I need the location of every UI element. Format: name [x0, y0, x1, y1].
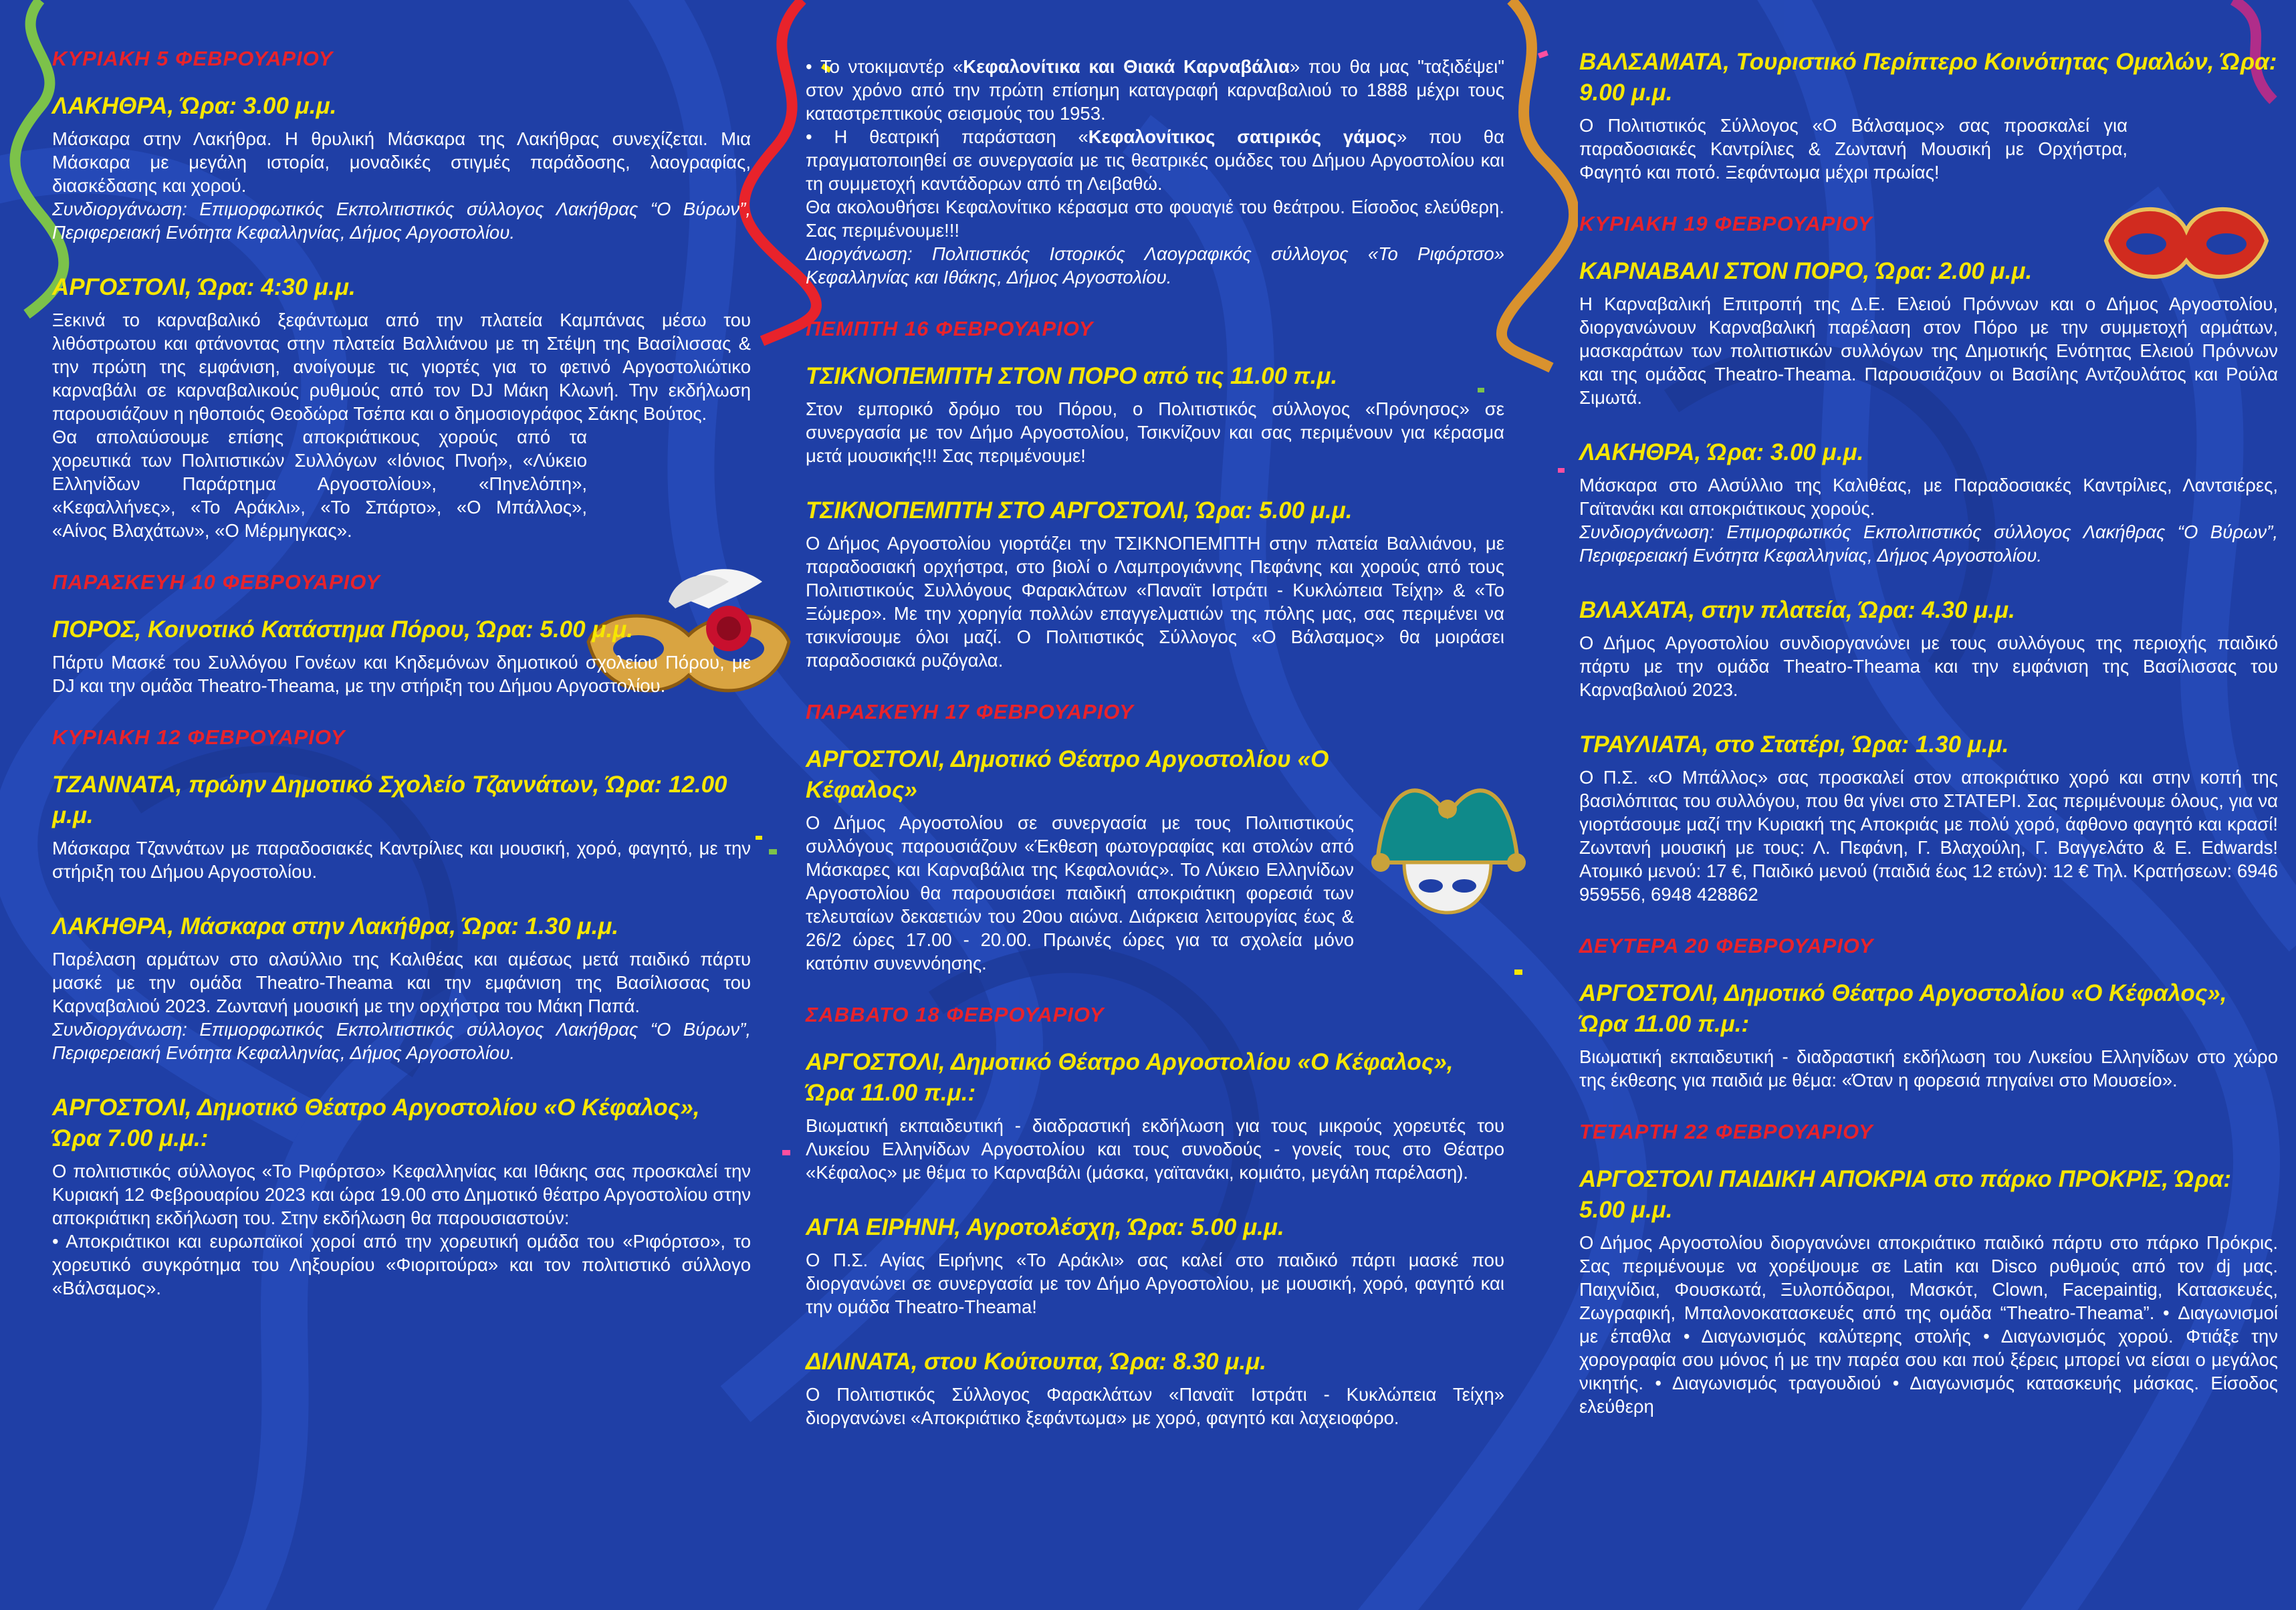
day-heading: ΠΕΜΠΤΗ 16 ΦΕΒΡΟΥΑΡΙΟΥ: [806, 317, 1094, 340]
bullet-text: » που θα πραγματοποιηθεί σε συνεργασία με τις θεατρικές ομάδες του Δήμου Αργοστολίου και τη συμμετοχή καντάδορων από τη Λειβαθώ.: [806, 126, 1505, 194]
column-3: [1579, 47, 2278, 1446]
event-organizers: Διοργάνωση: Πολιτιστικός Ιστορικός Λαογραφικός σύλλογος «Το Ριφόρτσο» Κεφαλληνίας και Ιθάκης, Δήμος Αργοστολίου.: [806, 243, 1504, 288]
event-heading: ΤΣΙΚΝΟΠΕΜΠΤΗ ΣΤΟΝ ΠΟΡΟ από τις 11.00 π.μ.: [806, 363, 1338, 389]
column-1: [52, 47, 751, 1328]
day-heading: ΚΥΡΙΑΚΗ 12 ΦΕΒΡΟΥΑΡΙΟΥ: [52, 725, 346, 749]
bullet-text: • Η θεατρική παράσταση «: [806, 126, 1088, 147]
event-text: Ο Πολιτιστικός Σύλλογος Φαρακλάτων «Παναϊτ Ιστράτι - Κυκλώπεια Τείχη» διοργανώνει «Αποκριάτικο ξεφάντωμα» με χορό, φαγητό και λαχειοφόρο.: [806, 1384, 1504, 1428]
event-heading: ΤΡΑΥΛΙΑΤΑ, στο Στατέρι, Ώρα: 1.30 μ.μ.: [1579, 731, 2009, 758]
event-heading: ΛΑΚΗΘΡΑ, Μάσκαρα στην Λακήθρα, Ώρα: 1.30 μ.μ.: [52, 913, 619, 939]
event-lakithra-sun12: [52, 911, 751, 1064]
event-text: Ο Π.Σ. Αγίας Ειρήνης «Το Αράκλι» σας καλεί στο παιδικό πάρτι μασκέ που διοργανώνει σε συνεργασία με τον Δήμο Αργοστολίου, με μουσική, χορό, φαγητό και την ομάδα Theatro-Theama!: [806, 1250, 1504, 1317]
event-tzannata-sun12: [52, 725, 751, 883]
day-heading: ΚΥΡΙΑΚΗ 5 ΦΕΒΡΟΥΑΡΙΟΥ: [52, 47, 334, 70]
event-valsamata-sat18: [1579, 47, 2278, 184]
bullet-text: • Το ντοκιμαντέρ «: [806, 56, 963, 77]
event-text: Θα απολαύσουμε επίσης αποκριάτικους χορούς από τα χορευτικά των Πολιτιστικών Συλλόγων «Ιόνιος Πνοή», «Λύκειο Ελληνίδων Παράρτημα Αργοστολίου», «Πηνελόπη», «Κεφαλλήνες», «Το Αράκλι», «Το Σπάρτο», «Ο Μπάλλος», «Αίνος Βλαχάτων», «Ο Μέρμηγκας».: [52, 427, 587, 541]
event-organizers: Συνδιοργάνωση: Επιμορφωτικός Εκπολιτιστικός σύλλογος Λακήθρας “Ο Βύρων”, Περιφερειακή Ενότητα Κεφαλληνίας, Δήμος Αργοστολίου.: [52, 1019, 751, 1063]
event-text: Ο Δήμος Αργοστολίου συνδιοργανώνει με τους συλλόγους της περιοχής παιδικό πάρτυ με την ομάδα Theatro-Theama και την εμφάνιση της Βασίλισσας του Καρναβαλιού 2023.: [1579, 632, 2278, 700]
event-text: Βιωματική εκπαιδευτική - διαδραστική εκδήλωση για τους μικρούς χορευτές του Λυκείου Ελληνίδων Αργοστολίου και τους συνοδούς - γονείς τους στο Θέατρο «Κέφαλος» με θέμα το Καρναβάλι (μάσκα, γαϊτανάκι, κομιάτο, μεγάλη παρέλαση).: [806, 1115, 1504, 1183]
event-heading: ΚΑΡΝΑΒΑΛΙ ΣΤΟΝ ΠΟΡΟ, Ώρα: 2.00 μ.μ.: [1579, 258, 2033, 284]
documentary-title: Κεφαλονίτικα και Θιακά Καρναβάλια: [963, 56, 1290, 77]
day-heading: ΔΕΥΤΕΡΑ 20 ΦΕΒΡΟΥΑΡΙΟΥ: [1579, 934, 1874, 957]
bullet-text: » που θα μας "ταξιδέψει" στον χρόνο από την πρώτη επίσημη καταγραφή καρναβαλιού το 1888 μέχρι τους καταστρεπτικούς σεισμούς του 1953.: [806, 56, 1505, 124]
event-argostoli-sat18: [806, 1003, 1504, 1184]
play-title: Κεφαλονίτικος σατιρικός γάμος: [1088, 126, 1397, 147]
event-argostoli-wed22: [1579, 1120, 2278, 1418]
event-heading: ΛΑΚΗΘΡΑ, Ώρα: 3.00 μ.μ.: [52, 93, 337, 119]
event-text: Ξεκινά το καρναβαλικό ξεφάντωμα από την πλατεία Καμπάνας μέσω του λιθόστρωτου και φτάνοντας στην πλατεία Βαλλιάνου με τη Στέψη της Βασίλισσας & την πρώτη της εμφάνιση, ανοίγουμε τις γιορτές για το φετινό Αργοστολιώτικο καρναβάλι σε καρναβαλικούς ρυθμούς από τον DJ Μάκη Κλωνή. Την εκδήλωση παρουσιάζουν η ηθοποιός Θεοδώρα Τσέπα και ο δημοσιογράφος Σάκης Βούτος.: [52, 310, 751, 424]
event-text: Στον εμπορικό δρόμο του Πόρου, ο Πολιτιστικός σύλλογος «Πρόνησος» σε συνεργασία με τον Δήμο Αργοστολίου, Τσικνίζουν και σας περιμένουν για κέρασμα μετά μουσικής!!! Σας περιμένουμε!: [806, 398, 1504, 466]
event-heading: ΔΙΛΙΝΑΤΑ, στου Κούτουπα, Ώρα: 8.30 μ.μ.: [806, 1349, 1267, 1375]
event-theatre-continued: [806, 55, 1504, 289]
event-poros-sun19: [1579, 212, 2278, 409]
event-bullet: [806, 55, 1504, 125]
event-heading: ΑΡΓΟΣΤΟΛΙ, Δημοτικό Θέατρο Αργοστολίου «Ο Κέφαλος», Ώρα 11.00 π.μ.:: [806, 1049, 1454, 1106]
event-lakithra-sun5: [52, 47, 751, 244]
event-heading: ΤΖΑΝΝΑΤΑ, πρώην Δημοτικό Σχολείο Τζαννάτων, Ώρα: 12.00 μ.μ.: [52, 772, 727, 828]
event-text: Θα ακολουθήσει Κεφαλονίτικο κέρασμα στο φουαγιέ του θεάτρου. Είσοδος ελεύθερη. Σας περιμένουμε!!!: [806, 197, 1504, 241]
event-text: Βιωματική εκπαιδευτική - διαδραστική εκδήλωση του Λυκείου Ελληνίδων στο χώρο της έκθεσης για παιδιά με θέμα: «Όταν η φορεσιά πηγαίνει στο Μουσείο».: [1579, 1046, 2278, 1090]
event-vlachata-sun19: [1579, 595, 2278, 701]
event-argostoli-mon20: [1579, 934, 2278, 1092]
event-bullet: [806, 125, 1504, 195]
day-heading: ΚΥΡΙΑΚΗ 19 ΦΕΒΡΟΥΑΡΙΟΥ: [1579, 212, 1873, 235]
event-organizers: Συνδιοργάνωση: Επιμορφωτικός Εκπολιτιστικός σύλλογος Λακήθρας “Ο Βύρων”, Περιφερειακή Ενότητα Κεφαλληνίας, Δήμος Αργοστολίου.: [52, 199, 751, 243]
event-text: Η Καρναβαλική Επιτροπή της Δ.Ε. Ελειού Πρόννων και ο Δήμος Αργοστολίου, διοργανώνουν Καρναβαλική παρέλαση στον Πόρο με την συμμετοχή αρμάτων, μασκαράτων των πολιτιστικών συλλόγων της Δημοτικής Ενότητας Ελειού Πρόννων και της ομάδας Theatro-Theama. Παρουσιάζουν οι Βασίλης Αντζουλάτος και Ρούλα Σιμωτά.: [1579, 294, 2278, 408]
event-argostoli-thu16: [806, 495, 1504, 672]
event-heading: ΑΡΓΟΣΤΟΛΙ, Δημοτικό Θέατρο Αργοστολίου «Ο Κέφαλος»: [806, 746, 1329, 803]
event-text: Ο Δήμος Αργοστολίου σε συνεργασία με τους Πολιτιστικούς συλλόγους παρουσιάζουν «Έκθεση φωτογραφίας και στολών από Μάσκαρες και Καρναβάλια της Κεφαλονιάς». Το Λύκειο Ελληνίδων Αργοστολίου θα παρουσιάσει παιδική αποκριάτικη φορεσιά των τελευταίων δεκαετιών του 20ου αιώνα. Διάρκεια λειτουργίας έως & 26/2 ώρες 17.00 - 20.00. Πρωινές ώρες για τα σχολεία μόνο κατόπιν συνεννόησης.: [806, 812, 1354, 973]
day-heading: ΣΑΒΒΑΤΟ 18 ΦΕΒΡΟΥΑΡΙΟΥ: [806, 1003, 1105, 1026]
event-text: Ο Δήμος Αργοστολίου διοργανώνει αποκριάτικο παιδικό πάρτυ στο πάρκο Πρόκρις. Σας περιμένουμε να χορέψουμε σε Latin και Disco ρυθμούς από τον dj μας. Παιχνίδια, Φουσκωτά, Ξυλοπόδαροι, Μασκότ, Clown, Facepaintig, Κατασκευές, Ζωγραφική, Μπαλονοκατασκευές από της ομάδα “Theatro-Theama”. • Διαγωνισμοί με έπαθλα • Διαγωνισμός καλύτερης στολής • Διαγωνισμός χορού. Φτιάξε την χορογραφία σου μόνος ή με την παρέα σου και πού ξέρεις μπορεί να είσαι ο μεγάλος νικητής. • Διαγωνισμός τραγουδιού • Διαγωνισμός κατασκευής μάσκας. Είσοδος ελεύθερη: [1579, 1232, 2278, 1417]
day-heading: ΠΑΡΑΣΚΕΥΗ 17 ΦΕΒΡΟΥΑΡΙΟΥ: [806, 700, 1134, 723]
event-text: Ο πολιτιστικός σύλλογος «Το Ριφόρτσο» Κεφαλληνίας και Ιθάκης σας προσκαλεί την Κυριακή 12 Φεβρουαρίου 2023 και ώρα 19.00 στο Δημοτικό θέατρο Αργοστολίου στην αποκριάτικη εκδήλωση του. Στην εκδήλωση θα παρουσιαστούν:: [52, 1161, 751, 1228]
event-argostoli-theatre-sun12: [52, 1092, 751, 1300]
event-heading: ΤΣΙΚΝΟΠΕΜΠΤΗ ΣΤΟ ΑΡΓΟΣΤΟΛΙ, Ώρα: 5.00 μ.μ.: [806, 497, 1353, 524]
day-heading: ΤΕΤΑΡΤΗ 22 ΦΕΒΡΟΥΑΡΙΟΥ: [1579, 1120, 1873, 1143]
event-text: Ο Δήμος Αργοστολίου γιορτάζει την ΤΣΙΚΝΟΠΕΜΠΤΗ στην πλατεία Βαλλιάνου, με παραδοσιακή ορχήστρα, στο βιολί ο Λαμπρογιάννης Πεφάνης και χορούς από τους Πολιτιστικούς Συλλόγους Φαρακλάτων «Παναϊτ Ιστράτι - Κυκλώπεια Τείχη» & «Το Ξώμερο». Με την χορηγία πολλών επαγγελματιών της πόλης μας, σας περιμένει να τσικνίσουμε όλοι μαζί. Ο Πολιτιστικός Σύλλογος «Ο Βάλσαμος» θα μοιράσει παραδοσιακά ρυζόγαλα.: [806, 533, 1504, 671]
event-lakithra-sun19: [1579, 437, 2278, 567]
event-text: Μάσκαρα Τζαννάτων με παραδοσιακές Καντρίλιες και μουσική, χορό, φαγητό, με την στήριξη του Δήμου Αργοστολίου.: [52, 838, 751, 882]
event-argostoli-sun5: [52, 272, 751, 542]
event-agia-eirini-sat18: [806, 1212, 1504, 1318]
event-heading: ΑΡΓΟΣΤΟΛΙ, Δημοτικό Θέατρο Αργοστολίου «Ο Κέφαλος», Ώρα 7.00 μ.μ.:: [52, 1095, 700, 1151]
event-text: Πάρτυ Μασκέ του Συλλόγου Γονέων και Κηδεμόνων δημοτικού σχολείου Πόρου, με DJ και την ομάδα Theatro-Theama, με την στήριξη του Δήμου Αργοστολίου.: [52, 652, 751, 696]
event-heading: ΒΑΛΣΑΜΑΤΑ, Τουριστικό Περίπτερο Κοινότητας Ομαλών, Ώρα: 9.00 μ.μ.: [1579, 49, 2277, 106]
column-2: [806, 55, 1504, 1458]
event-heading: ΑΡΓΟΣΤΟΛΙ, Δημοτικό Θέατρο Αργοστολίου «Ο Κέφαλος», Ώρα 11.00 π.μ.:: [1579, 980, 2227, 1037]
event-text: Μάσκαρα στο Αλσύλλιο της Καλιθέας, με Παραδοσιακές Καντρίλιες, Λαντσιέρες, Γαϊτανάκι και αποκριάτικους χορούς.: [1579, 475, 2278, 519]
event-organizers: Συνδιοργάνωση: Επιμορφωτικός Εκπολιτιστικός σύλλογος Λακήθρας “Ο Βύρων”, Περιφερειακή Ενότητα Κεφαλληνίας, Δήμος Αργοστολίου.: [1579, 522, 2278, 566]
event-travliata-sun19: [1579, 729, 2278, 906]
event-heading: ΛΑΚΗΘΡΑ, Ώρα: 3.00 μ.μ.: [1579, 439, 1864, 465]
event-heading: ΠΟΡΟΣ, Κοινοτικό Κατάστημα Πόρου, Ώρα: 5.00 μ.μ.: [52, 616, 634, 643]
day-heading: ΠΑΡΑΣΚΕΥΗ 10 ΦΕΒΡΟΥΑΡΙΟΥ: [52, 570, 380, 594]
event-poros-fri10: [52, 570, 751, 697]
event-heading: ΑΓΙΑ ΕΙΡΗΝΗ, Αγροτολέσχη, Ώρα: 5.00 μ.μ.: [806, 1214, 1284, 1240]
event-text: • Αποκριάτικοι και ευρωπαϊκοί χοροί από την χορευτική ομάδα του «Ριφόρτσο», το χορευτικό συγκρότημα του Ληξουρίου «Φιοριτούρα» και τον πολιτιστικό σύλλογο «Βάλσαμος».: [52, 1231, 751, 1298]
event-argostoli-fri17: [806, 700, 1504, 975]
event-text: Παρέλαση αρμάτων στο αλσύλλιο της Καλιθέας και αμέσως μετά παιδικό πάρτυ μασκέ με την ομάδα Theatro-Theama και την εμφάνιση της Βασίλισσας του Καρναβαλιού 2023. Ζωντανή μουσική με την ορχήστρα του Μάκη Παπά.: [52, 949, 751, 1016]
event-text: Ο Πολιτιστικός Σύλλογος «Ο Βάλσαμος» σας προσκαλεί για παραδοσιακές Καντρίλιες & Ζωντανή Μουσική με Ορχήστρα, Φαγητό και ποτό. Ξεφάντωμα μέχρι πρωίας!: [1579, 115, 2128, 183]
event-heading: ΑΡΓΟΣΤΟΛΙ ΠΑΙΔΙΚΗ ΑΠΟΚΡΙΑ στο πάρκο ΠΡΟΚΡΙΣ, Ώρα: 5.00 μ.μ.: [1579, 1166, 2231, 1223]
event-dilinata-sat18: [806, 1347, 1504, 1429]
event-heading: ΑΡΓΟΣΤΟΛΙ, Ώρα: 4:30 μ.μ.: [52, 274, 356, 300]
event-heading: ΒΛΑΧΑΤΑ, στην πλατεία, Ώρα: 4.30 μ.μ.: [1579, 597, 2015, 623]
event-text: Μάσκαρα στην Λακήθρα. Η θρυλική Μάσκαρα της Λακήθρας συνεχίζεται. Μια Μάσκαρα με μεγάλη ιστορία, μοναδικές στιγμές παράδοσης, λαογραφίας, διασκέδασης και χορού.: [52, 128, 751, 196]
event-text: Ο Π.Σ. «Ο Μπάλλος» σας προσκαλεί στον αποκριάτικο χορό και στην κοπή της βασιλόπιτας του συλλόγου, που θα γίνει στο ΣΤΑΤΕΡΙ. Σας περιμένουμε όλους, για να γιορτάσουμε μαζί την Κυριακή της Αποκριάς με πολύ χορό, άφθονο φαγητό και κρασί! Ζωντανή μουσική με τους: Λ. Πεφάνη, Γ. Βλαχούλη, Γ. Βαγγελάτο & E. Edwards! Ατομικό μενού: 17 €, Παιδικό μενού (παιδιά έως 12 ετών): 12 € Τηλ. Κρατήσεων: 6946 959556, 6948 428862: [1579, 767, 2278, 905]
event-poros-thu16: [806, 317, 1504, 467]
